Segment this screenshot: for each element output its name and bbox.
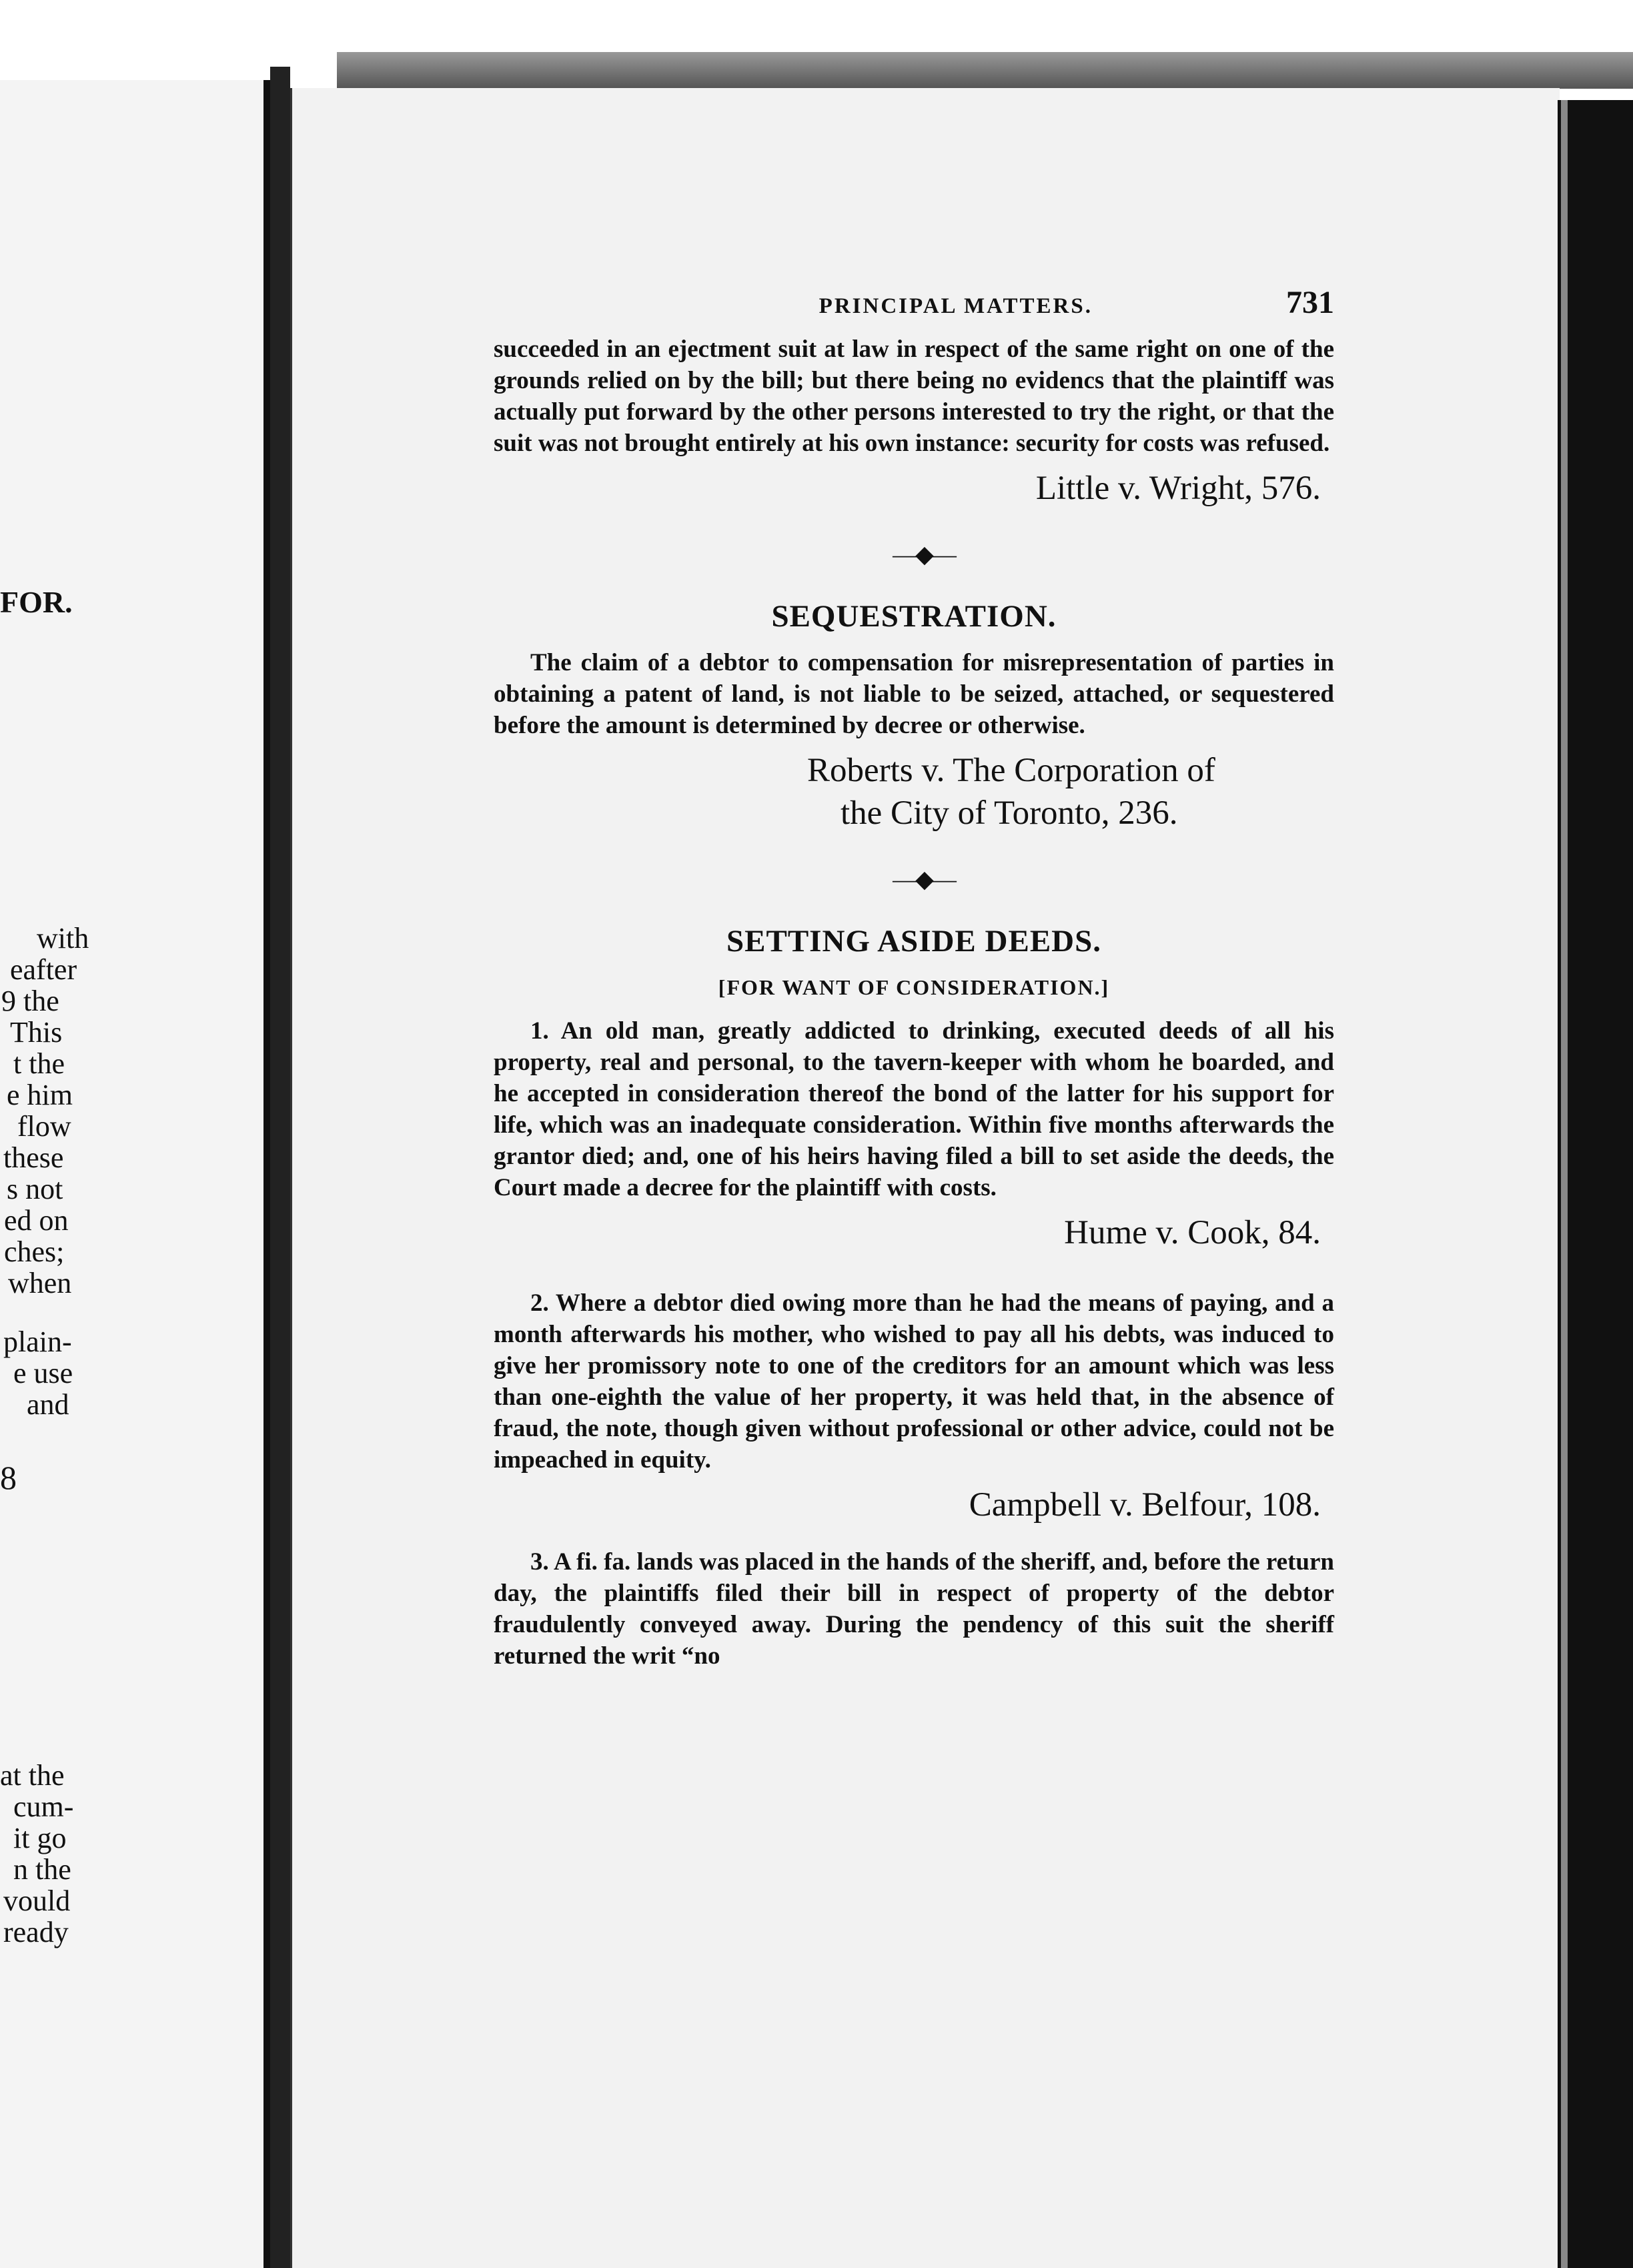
sequestration-citation-line: the City of Toronto, 236. xyxy=(841,794,1178,832)
case-paragraph-1: 1. An old man, greatly addicted to drinking, executed deeds of all his property, real and personal, to the tavern-keeper with whom he boarded, and he accepted in consideration thereof the bond of the latter for his support for life, which was an inadequate consideration. Within five months afterwards the grantor died; and, one of his heirs having filed a bill to set aside the deeds, the Court made a decree for the plaintiff with costs. xyxy=(494,1017,1334,1201)
page-content xyxy=(494,287,1334,1672)
left-line: n the xyxy=(13,1853,71,1886)
left-line: ed on xyxy=(4,1204,69,1237)
case-paragraph-3: 3. A fi. fa. lands was placed in the hands of the sheriff, and, before the return day, the plaintiffs filed their bill in respect of property of the debtor fraudulently conveyed away. During the pendency of this suit the sheriff returned the writ “no xyxy=(494,1548,1334,1670)
spacer xyxy=(494,1526,1334,1546)
left-line: ches; xyxy=(4,1235,65,1268)
right-shadow xyxy=(1558,100,1633,2268)
left-line: plain- xyxy=(3,1325,72,1358)
sequestration-paragraph: The claim of a debtor to compensation for misrepresentation of parties in obtaining a patent of land, is not liable to be seized, attached, or sequestered before the amount is determined by decree or otherwise. xyxy=(494,649,1334,739)
intro-citation: Little v. Wright, 576. xyxy=(1035,470,1321,507)
running-head: PRINCIPAL MATTERS. xyxy=(819,294,1093,318)
top-page-edge xyxy=(337,52,1633,89)
left-line: it go xyxy=(13,1822,67,1854)
left-line: s not xyxy=(7,1173,63,1205)
left-line: t the xyxy=(13,1047,65,1080)
book-gutter xyxy=(270,67,290,2268)
case-citation-1: Hume v. Cook, 84. xyxy=(1064,1214,1321,1251)
section-divider: —◆— xyxy=(893,541,955,568)
left-line: and xyxy=(27,1388,69,1421)
left-line: when xyxy=(8,1267,72,1299)
left-line: these xyxy=(3,1141,64,1174)
left-line: vould xyxy=(3,1884,71,1917)
page-number: 731 xyxy=(1286,285,1334,320)
case-paragraph-2: 2. Where a debtor died owing more than he had the means of paying, and a month afterwards his mother, who wished to pay all his debts, was induced to give her promissory note to one of the creditors for an amount which was less than one-eighth the value of her property, it was held that, in the absence of fraud, the note, though given without professional or other advice, could not be impeached in equity. xyxy=(494,1289,1334,1474)
left-line: flow xyxy=(17,1110,71,1143)
setting-aside-subheading: [FOR WANT OF CONSIDERATION.] xyxy=(718,975,1110,999)
section-divider: —◆— xyxy=(893,866,955,893)
left-line: with xyxy=(37,922,89,955)
left-line: cum- xyxy=(13,1790,74,1823)
left-line: e him xyxy=(7,1079,73,1111)
left-line: 9 the xyxy=(1,985,59,1017)
left-line: at the xyxy=(0,1759,65,1792)
spacer xyxy=(494,1254,1334,1287)
left-line: e use xyxy=(13,1357,73,1389)
left-top-word: FOR. xyxy=(0,585,73,619)
left-line: ready xyxy=(3,1916,69,1948)
sequestration-citation xyxy=(494,749,1334,834)
sequestration-heading: SEQUESTRATION. xyxy=(771,599,1057,634)
setting-aside-heading: SETTING ASIDE DEEDS. xyxy=(726,924,1101,959)
left-number: 8 xyxy=(0,1459,17,1496)
case-citation-2: Campbell v. Belfour, 108. xyxy=(969,1486,1321,1524)
intro-paragraph: succeeded in an ejectment suit at law in respect of the same right on one of the grounds relied on by the bill; but there being no evidencs that the plaintiff was actually put forward by the other persons interested to try the right, or that the suit was not brought entirely at his own instance: security for costs was refused. xyxy=(494,336,1334,457)
sequestration-citation-line: Roberts v. The Corporation of xyxy=(807,752,1215,789)
right-page-edge xyxy=(1561,100,1568,2268)
left-line: eafter xyxy=(10,953,77,986)
left-facing-page xyxy=(0,80,270,2268)
left-page-margin-text xyxy=(0,80,263,2268)
left-line: This xyxy=(10,1016,63,1049)
page-header xyxy=(494,287,1334,334)
